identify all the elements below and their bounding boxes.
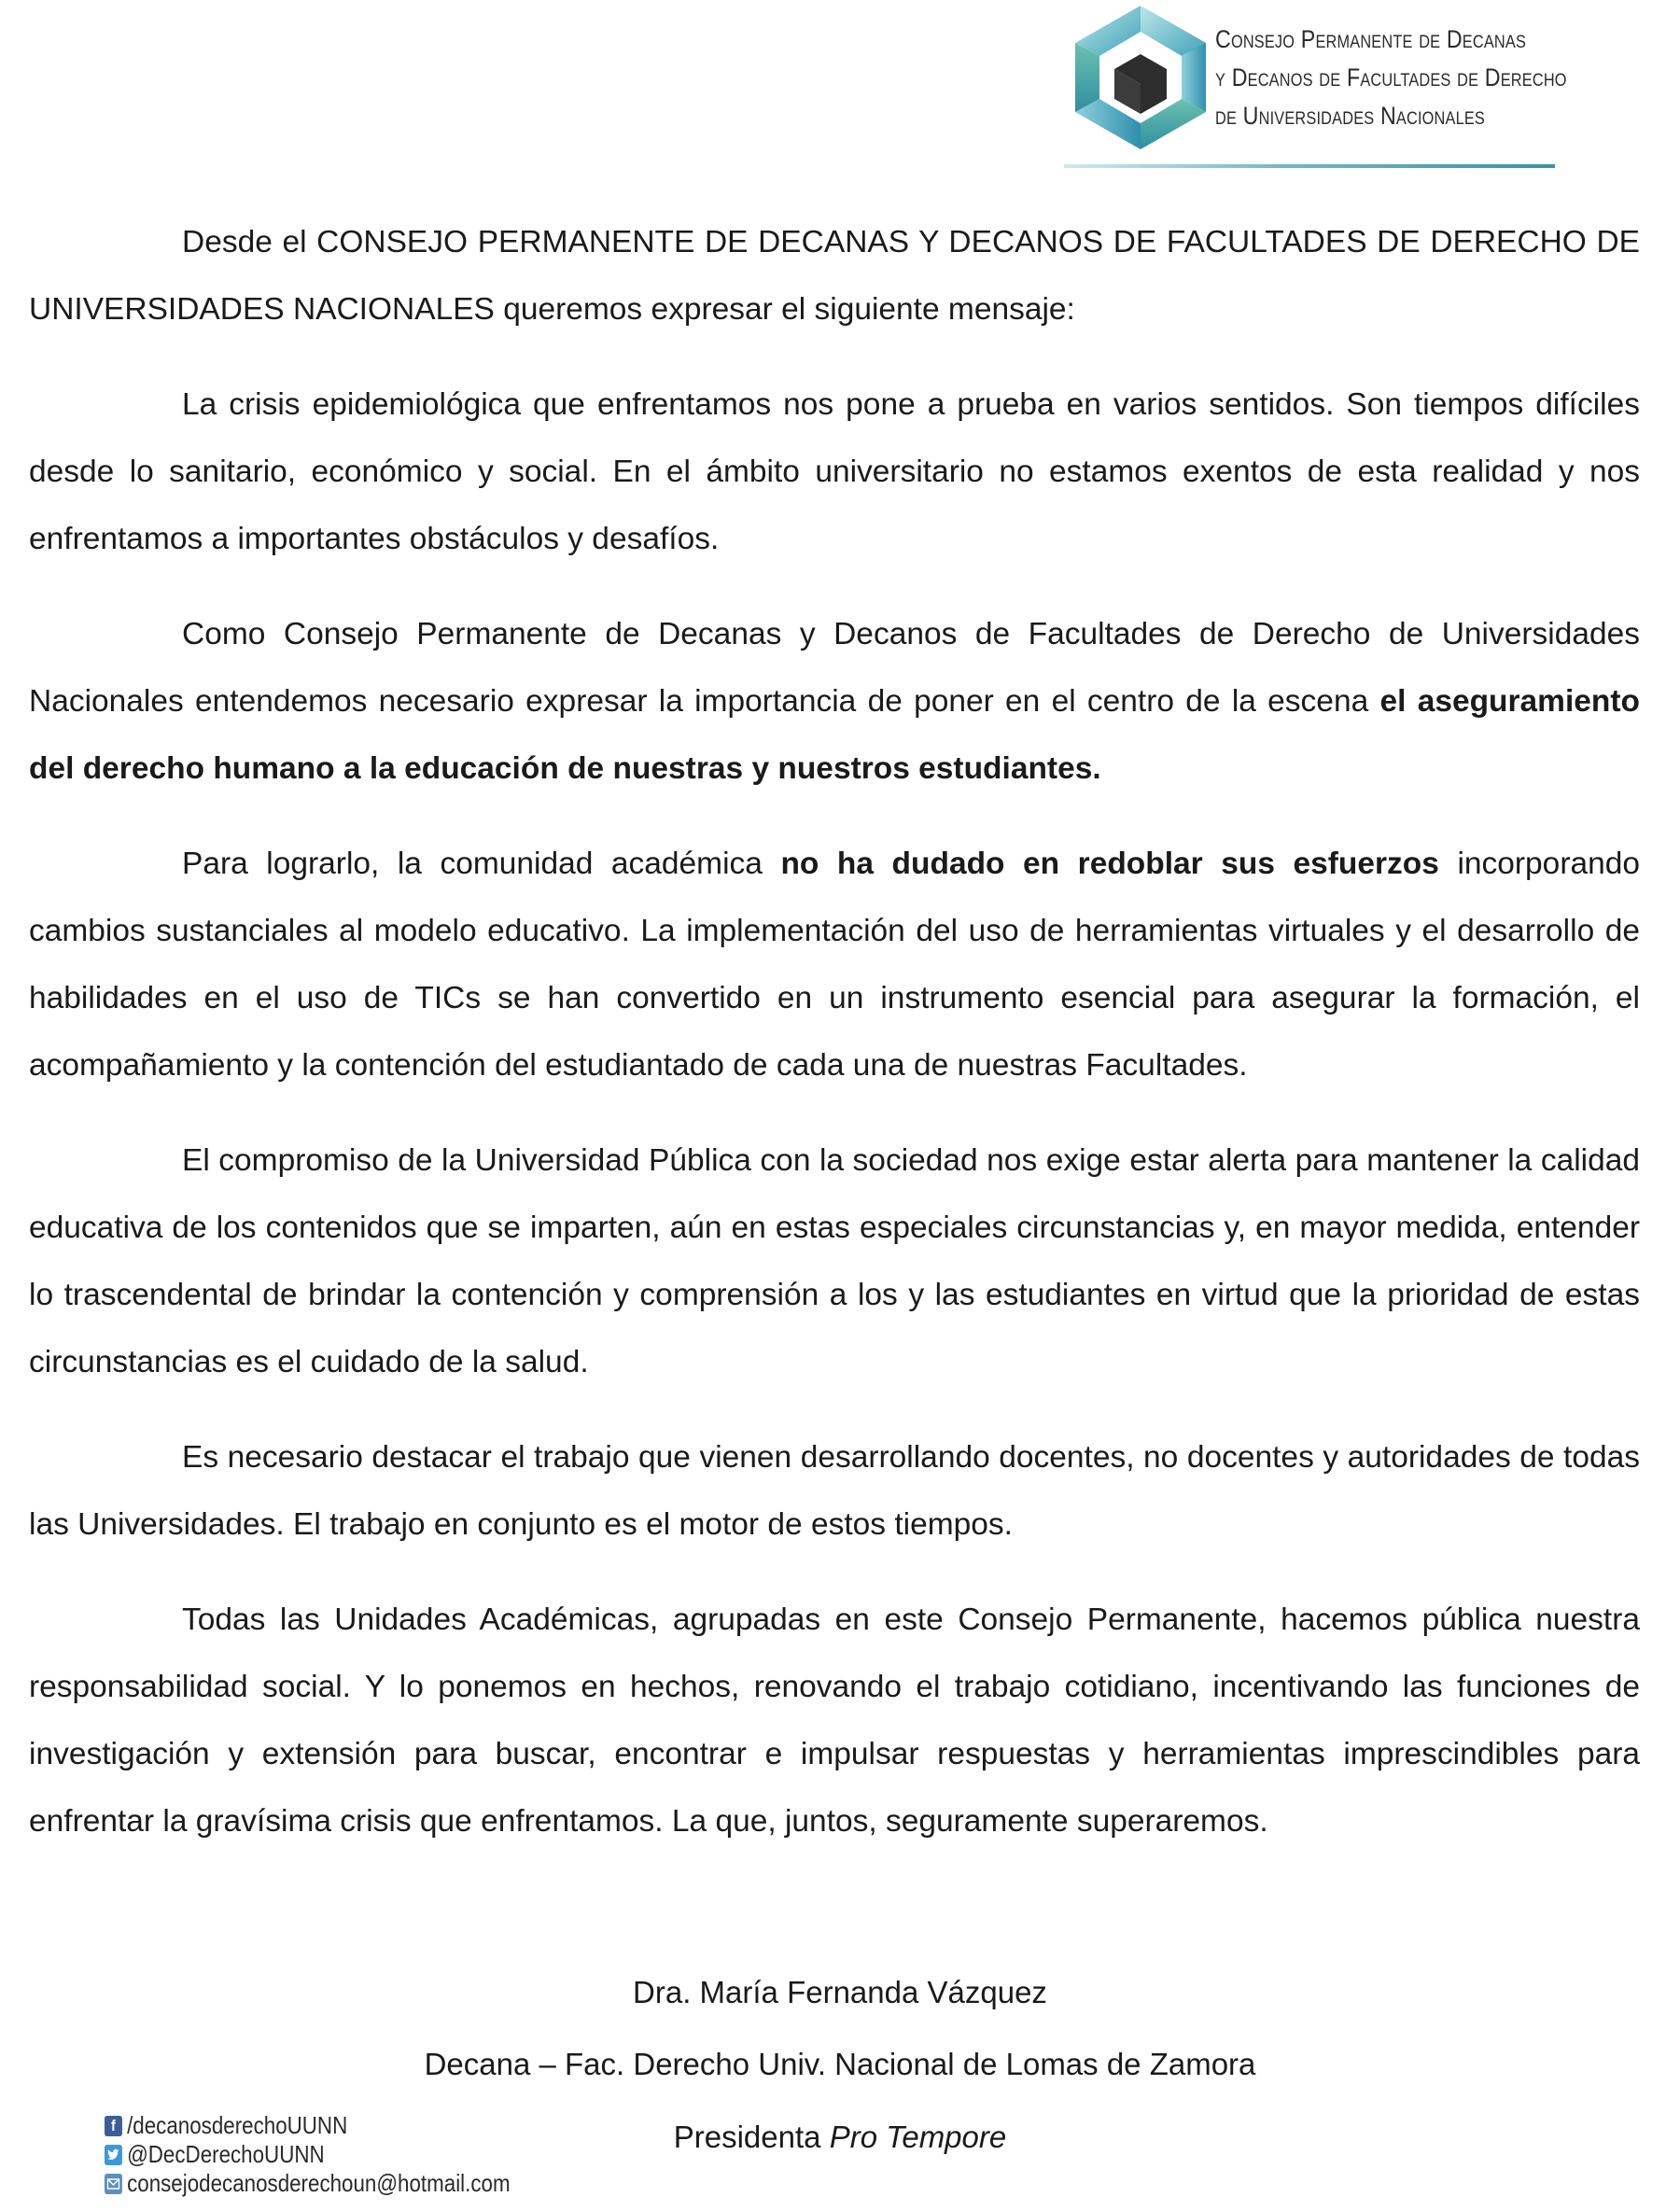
letterhead bbox=[1055, 0, 1567, 173]
council-logo bbox=[1057, 2, 1225, 153]
letter-body bbox=[29, 209, 1640, 1883]
paragraph-3 bbox=[29, 601, 1640, 803]
facebook-handle: /decanosderechoUUNN bbox=[127, 2111, 348, 2139]
signatory-name: Dra. María Fernanda Vázquez bbox=[633, 1975, 1047, 2009]
signatory-title-prefix: Presidenta bbox=[673, 2120, 830, 2154]
twitter-icon bbox=[105, 2145, 122, 2165]
facebook-contact[interactable] bbox=[105, 2111, 511, 2140]
org-name-line-2: y Decanos de Facultades de Derecho bbox=[1215, 63, 1567, 91]
paragraph-4-before: Para lograrlo, la comunidad académica bbox=[182, 847, 781, 881]
org-name-line-1: Consejo Permanente de Decanas bbox=[1215, 25, 1527, 53]
paragraph-1-text: Desde el CONSEJO PERMANENTE DE DECANAS Y DECANOS DE FACULTADES DE DERECHO DE UNIVERSIDADES NACIONALES queremos expresar el siguiente mensaje: bbox=[29, 225, 1640, 327]
email-address: consejodecanosderechoun@hotmail.com bbox=[127, 2169, 511, 2197]
paragraph-6-text: Es necesario destacar el trabajo que vienen desarrollando docentes, no docentes y autoridades de todas las Universidades. El trabajo en conjunto es el motor de estos tiempos. bbox=[29, 1440, 1640, 1542]
paragraph-2-text: La crisis epidemiológica que enfrentamos nos pone a prueba en varios sentidos. Son tiempos difíciles desde lo sanitario, económico y social. En el ámbito universitario no estamos exentos de esta realidad y nos enfrentamos a importantes obstáculos y desafíos. bbox=[29, 387, 1640, 556]
paragraph-5 bbox=[29, 1127, 1640, 1396]
paragraph-2 bbox=[29, 371, 1640, 573]
letterhead-rule bbox=[1064, 164, 1555, 168]
paragraph-7-text: Todas las Unidades Académicas, agrupadas en este Consejo Permanente, hacemos pública nuestra responsabilidad social. Y lo ponemos en hechos, renovando el trabajo cotidiano, incentivando las funciones de investigación y extensión para buscar, encontrar e impulsar respuestas y herramientas imprescindibles para enfrentar la gravísima crisis que enfrentamos. La que, juntos, seguramente superaremos. bbox=[29, 1602, 1640, 1839]
paragraph-3-bold: el aseguramiento del derecho humano a la educación de nuestras y nuestros estudiantes. bbox=[29, 684, 1640, 786]
paragraph-4 bbox=[29, 831, 1640, 1099]
email-icon bbox=[105, 2174, 122, 2194]
paragraph-4-after: incorporando cambios sustanciales al modelo educativo. La implementación del uso de herramientas virtuales y el desarrollo de habilidades en el uso de TICs se han convertido en un instrumento esencial para asegurar la formación, el acompañamiento y la contención del estudiantado de cada una de nuestras Facultades. bbox=[29, 847, 1640, 1083]
paragraph-1 bbox=[29, 209, 1640, 343]
paragraph-6 bbox=[29, 1424, 1640, 1559]
org-name-line-3: de Universidades Nacionales bbox=[1215, 102, 1486, 130]
paragraph-5-text: El compromiso de la Universidad Pública con la sociedad nos exige estar alerta para mantener la calidad educativa de los contenidos que se imparten, aún en estas especiales circunstancias y, en mayor medida, entender lo trascendental de brindar la contención y comprensión a los y las estudiantes en virtud que la prioridad de estas circunstancias es el cuidado de la salud. bbox=[29, 1143, 1640, 1379]
facebook-icon: f bbox=[105, 2116, 122, 2136]
signatory-title-italic: Pro Tempore bbox=[829, 2120, 1007, 2154]
organization-name bbox=[1215, 21, 1567, 135]
paragraph-4-bold: no ha dudado en redoblar sus esfuerzos bbox=[780, 847, 1439, 881]
paragraph-3-text: Como Consejo Permanente de Decanas y Decanos de Facultades de Derecho de Universidades Nacionales entendemos necesario expresar la importancia de poner en el centro de la escena bbox=[29, 617, 1640, 719]
email-contact[interactable] bbox=[105, 2169, 511, 2198]
twitter-handle: @DecDerechoUUNN bbox=[127, 2140, 325, 2168]
paragraph-7 bbox=[29, 1587, 1640, 1855]
contact-list bbox=[105, 2111, 576, 2198]
twitter-contact[interactable] bbox=[105, 2140, 511, 2169]
signatory-role: Decana – Fac. Derecho Univ. Nacional de Lomas de Zamora bbox=[424, 2047, 1256, 2081]
